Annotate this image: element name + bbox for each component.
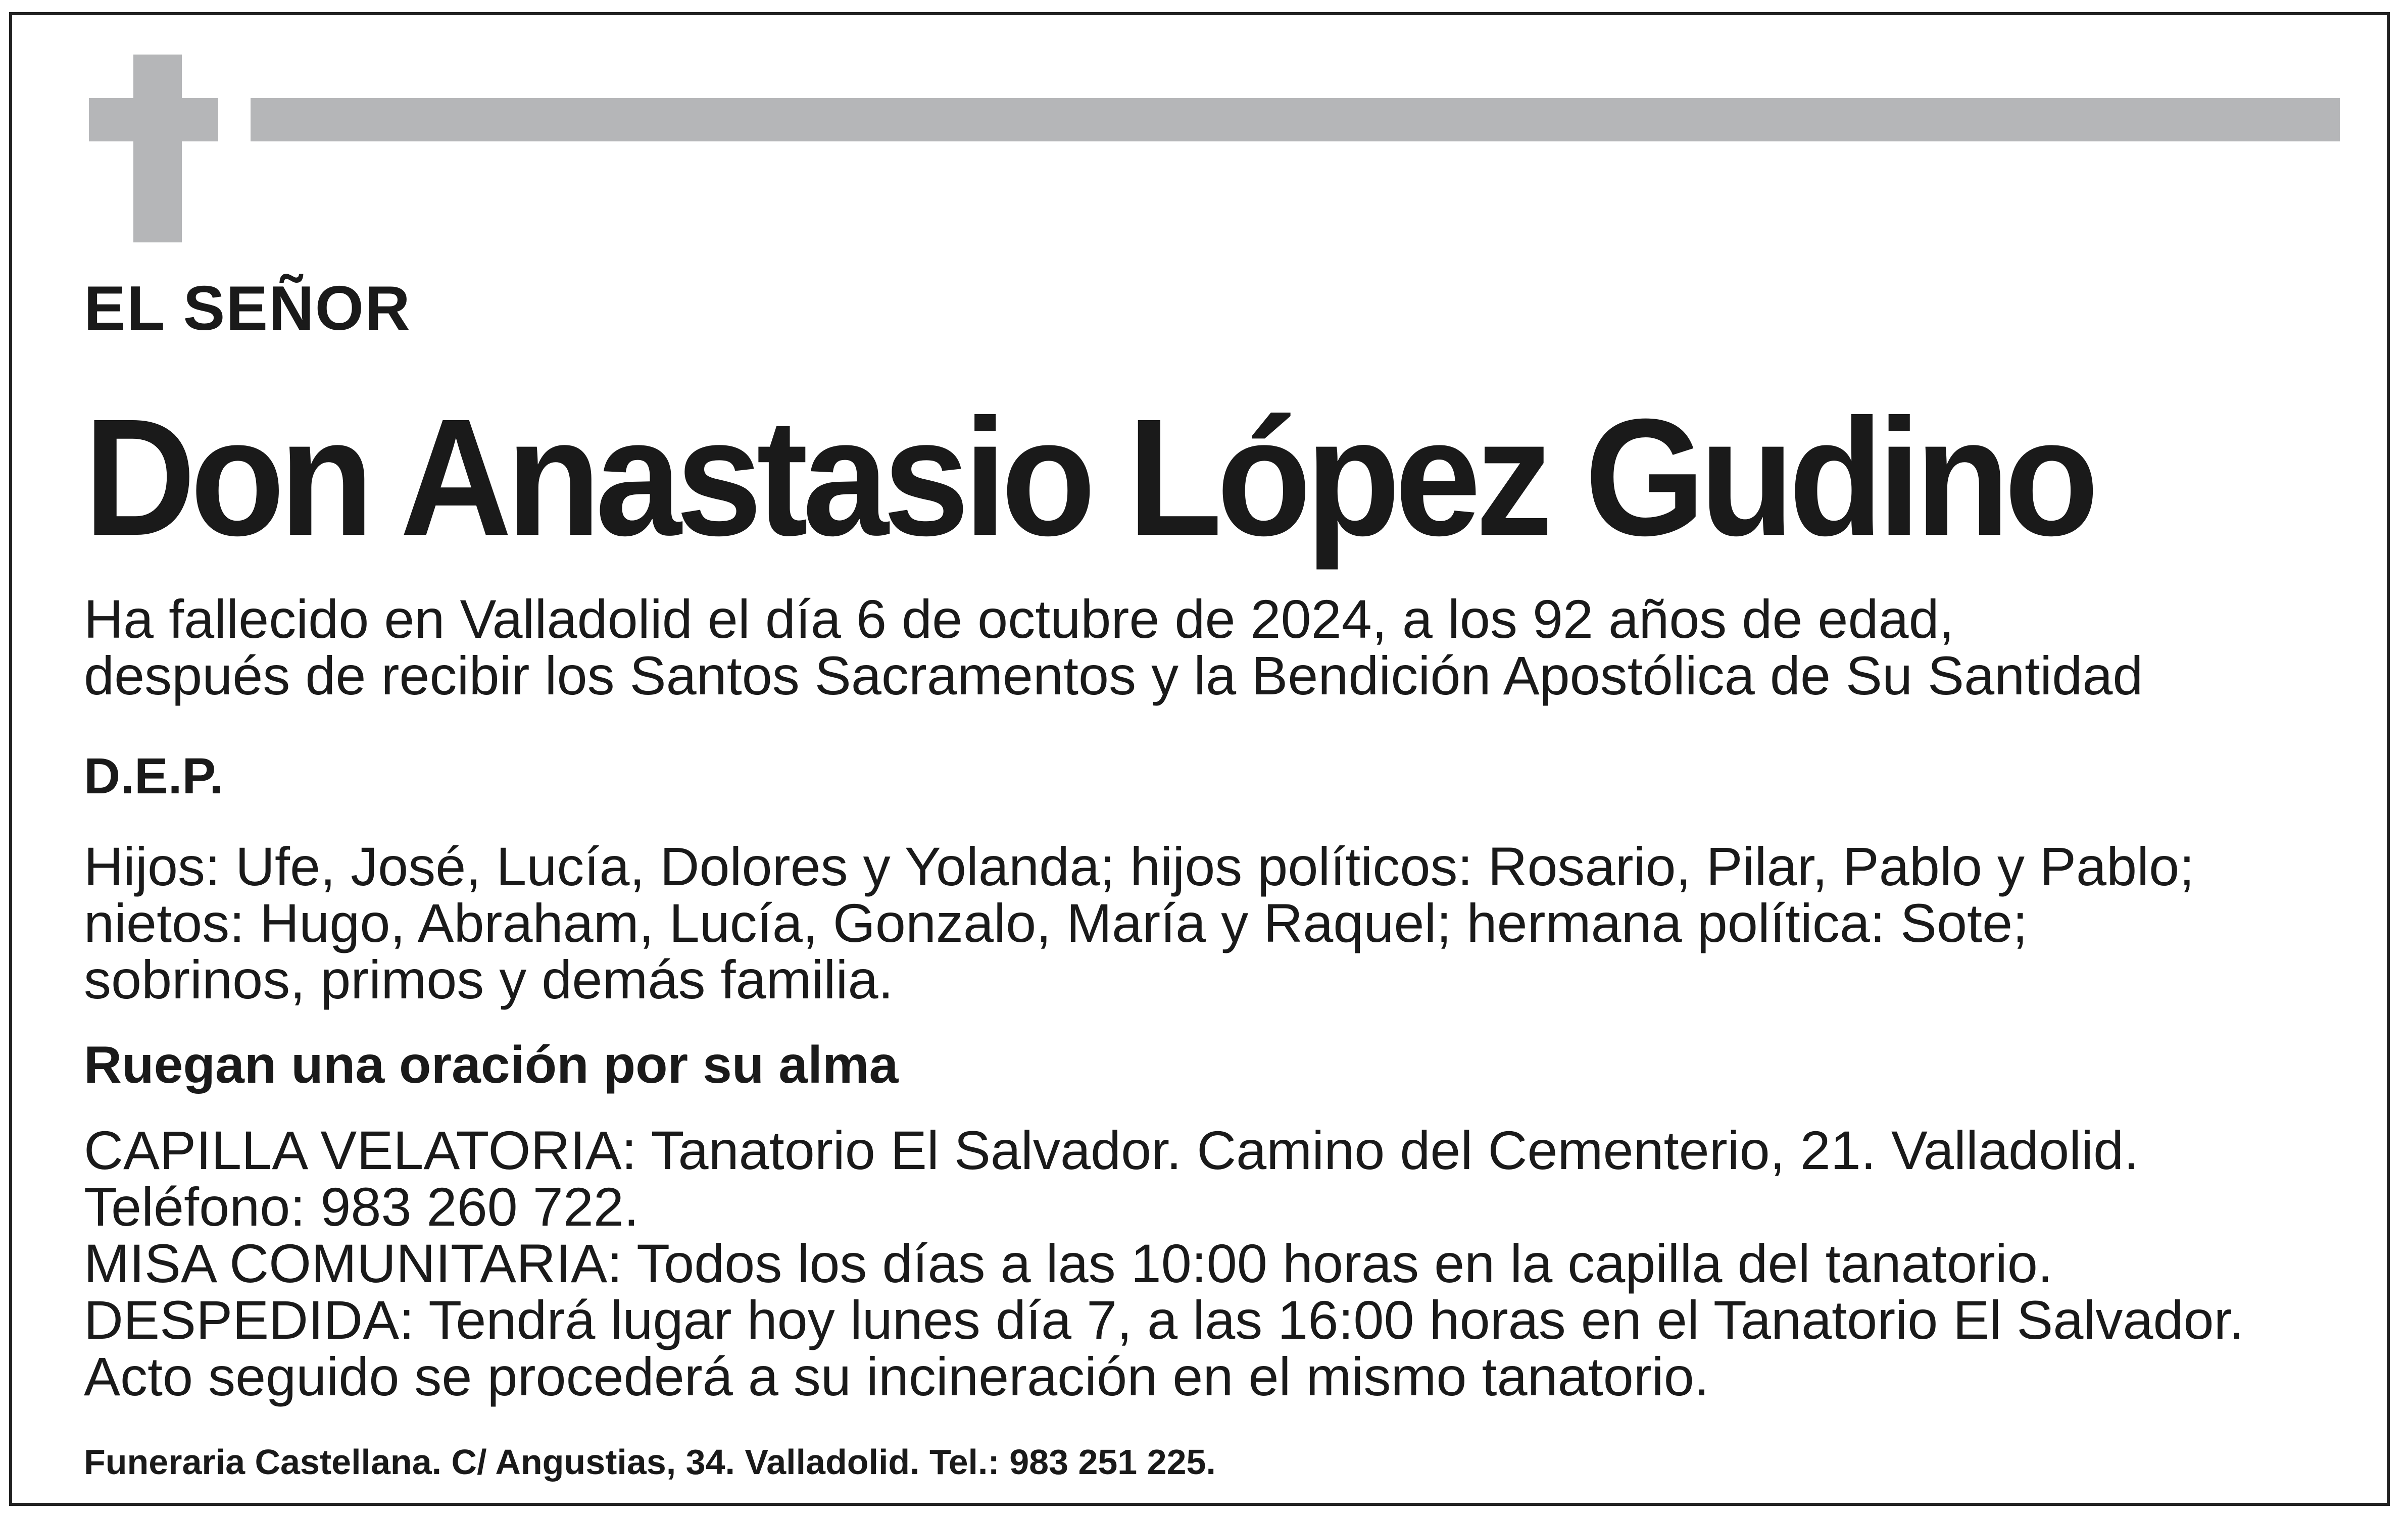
cross-horizontal-bar <box>89 98 218 141</box>
family-paragraph <box>84 838 2194 1008</box>
family-line: Hijos: Ufe, José, Lucía, Dolores y Yolanda; hijos políticos: Rosario, Pilar, Pablo y Pablo; <box>84 836 2195 897</box>
details-line: DESPEDIDA: Tendrá lugar hoy lunes día 7, a las 16:00 horas en el Tanatorio El Salvador. <box>84 1289 2244 1350</box>
rip-label: D.E.P. <box>84 748 224 804</box>
prayer-request: Ruegan una oración por su alma <box>84 1036 899 1094</box>
details-line: MISA COMUNITARIA: Todos los días a las 10:00 horas en la capilla del tanatorio. <box>84 1233 2053 1294</box>
announcement-line: Ha fallecido en Valladolid el día 6 de octubre de 2024, a los 92 años de edad, <box>84 588 1954 649</box>
header-rule <box>251 98 2340 141</box>
family-line: nietos: Hugo, Abraham, Lucía, Gonzalo, María y Raquel; hermana política: Sote; <box>84 892 2028 953</box>
details-line: Teléfono: 983 260 722. <box>84 1176 639 1237</box>
announcement-line: después de recibir los Santos Sacramentos y la Bendición Apostólica de Su Santidad <box>84 645 2143 706</box>
notice-heading: EL SEÑOR <box>84 274 411 343</box>
details-paragraph <box>84 1122 2244 1405</box>
announcement-paragraph <box>84 588 2143 706</box>
details-line: Acto seguido se procederá a su incineración en el mismo tanatorio. <box>84 1346 1709 1407</box>
details-line: CAPILLA VELATORIA: Tanatorio El Salvador. Camino del Cementerio, 21. Valladolid. <box>84 1120 2139 1181</box>
cross-vertical-bar <box>133 55 182 242</box>
funeral-home-footer: Funeraria Castellana. C/ Angustias, 34. Valladolid. Tel.: 983 251 225. <box>84 1442 1216 1482</box>
deceased-name: Don Anastasio López Gudino <box>84 384 2093 570</box>
family-line: sobrinos, primos y demás familia. <box>84 949 894 1010</box>
